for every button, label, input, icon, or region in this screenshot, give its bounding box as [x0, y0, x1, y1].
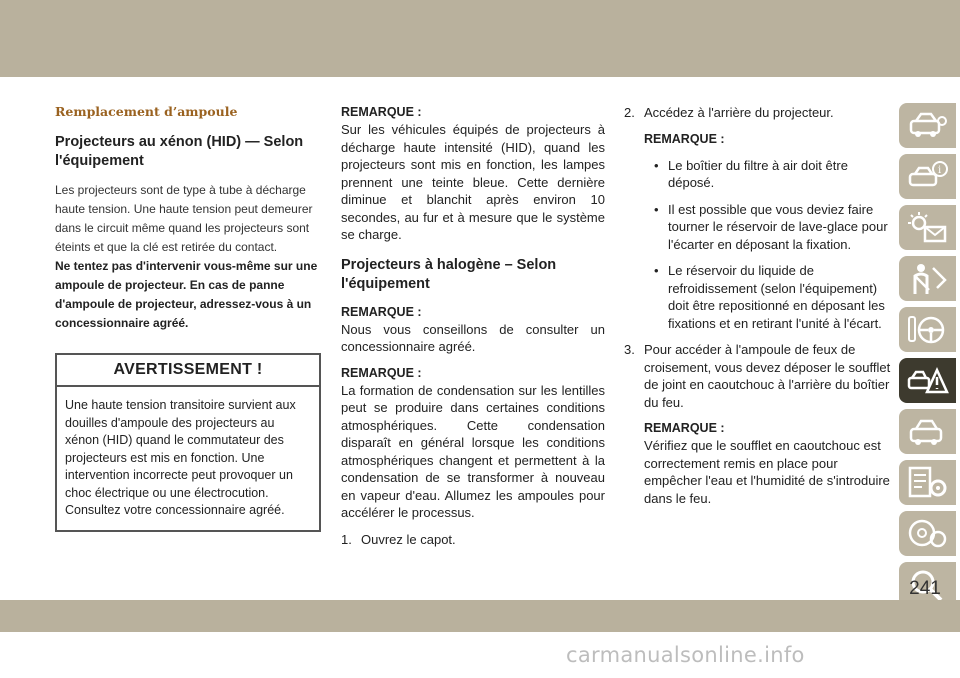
warning-box: [55, 353, 321, 532]
xenon-body: Les projecteurs sont de type à tube à décharge haute tension. Une haute tension peut demeurer dans le circuit même quand les projecteurs sont éteints et que la clé est retirée du contact.: [55, 183, 313, 254]
tab-seatbelt-safety[interactable]: [899, 256, 956, 301]
remark-text: Vérifiez que le soufflet en caoutchouc est correctement remis en place pour empêcher l'eau et l'humidité de s'introduire dans le feu.: [644, 438, 890, 506]
bullet-text: Le boîtier du filtre à air doit être déposé.: [668, 157, 848, 190]
header-band: [0, 0, 960, 77]
roadside-emergency-icon: [907, 364, 949, 398]
car-info-icon: [907, 160, 949, 194]
warning-text: Une haute tension transitoire survient aux douilles d'ampoule des projecteurs au xénon (HID) quand le commutateur des projecteurs est mis en fonction. Une intervention incorrecte peut provoquer un choc électrique ou une électrocution. Consultez votre concessionnaire agréé.: [65, 398, 296, 517]
bullet-text: Il est possible que vous deviez faire tourner le réservoir de lave-glace pour l'écarter en déposant la fixation.: [668, 201, 888, 252]
remark-label: REMARQUE :: [341, 365, 422, 380]
bullet-dot: •: [654, 201, 659, 217]
step-1: [341, 531, 605, 549]
tab-steering-wheel[interactable]: [899, 307, 956, 352]
tab-warning-lights[interactable]: [899, 205, 956, 250]
car-key-icon: [907, 109, 949, 143]
xenon-bold-warning: Ne tentez pas d'intervenir vous-même sur une ampoule de projecteur. En cas de panne d'ampoule de projecteur, adressez-vous à un concessionnaire agréé.: [55, 259, 318, 330]
step-text: Pour accéder à l'ampoule de feux de croisement, vous devez déposer le soufflet de joint en caoutchouc à l'arrière du boîtier du feu.: [644, 342, 891, 410]
step-number: 3.: [624, 342, 635, 357]
heading-xenon: Projecteurs au xénon (HID) — Selon l'équipement: [55, 134, 304, 169]
step-text: Ouvrez le capot.: [361, 531, 456, 547]
tab-specifications[interactable]: [899, 460, 956, 505]
column-right: [624, 104, 892, 507]
heading-halogen: Projecteurs à halogène – Selon l'équipement: [341, 256, 557, 292]
bullet-item: [650, 201, 892, 254]
bullet-dot: •: [654, 263, 659, 278]
seatbelt-safety-icon: [907, 262, 949, 296]
step-3: [624, 341, 892, 411]
tab-multimedia[interactable]: [899, 511, 956, 556]
remark-label: REMARQUE :: [341, 105, 422, 119]
tab-car-info[interactable]: [899, 154, 956, 199]
remark-text: La formation de condensation sur les lentilles peut se produire dans certaines conditions atmosphériques. Cette condensation disparaît en général lorsque les conditions atmosphériques changent et permettent à la condensation de se transformer à nouveau en vapeur d'eau. Allumez les ampoules pour accélérer le processus.: [341, 382, 605, 520]
column-left: [55, 96, 321, 532]
bullet-dot: •: [654, 157, 659, 173]
specifications-icon: [907, 466, 949, 500]
watermark: carmanualsonline.info: [566, 643, 805, 667]
step-number: 2.: [624, 105, 635, 120]
remark-label: REMARQUE :: [341, 304, 422, 319]
tab-car-service[interactable]: [899, 409, 956, 454]
warning-lights-icon: [907, 211, 949, 245]
step-number: 1.: [341, 531, 352, 547]
column-middle: [341, 104, 605, 548]
remark-text: Sur les véhicules équipés de projecteurs à décharge haute intensité (HID), quand les projecteurs sont mis en fonction, les lampes prennent une teinte bleue. Cette dernière diminue et blanchit après environ 10 secondes, au fur et à mesure que le système se charge.: [341, 122, 605, 242]
warning-title: AVERTISSEMENT !: [57, 355, 319, 387]
svg-text:i: i: [938, 165, 942, 176]
bullet-text: Le réservoir du liquide de refroidissement (selon l'équipement) doit être repositionné en déposant les fixations et en retirant l'unité à l'écart.: [668, 263, 885, 331]
bullet-item: [650, 262, 892, 332]
footer-band: [0, 600, 960, 632]
section-title: Remplacement d’ampoule: [55, 104, 238, 119]
bullet-item: [650, 157, 892, 192]
footer-area: [0, 632, 960, 678]
remark-label: REMARQUE :: [644, 131, 725, 146]
tab-car-key[interactable]: [899, 103, 956, 148]
multimedia-icon: [907, 517, 949, 551]
remark-label: REMARQUE :: [644, 421, 725, 435]
remark-text: Nous vous conseillons de consulter un concessionnaire agréé.: [341, 321, 605, 354]
car-service-icon: [907, 415, 949, 449]
tab-roadside-emergency[interactable]: [899, 358, 956, 403]
steering-wheel-icon: [907, 313, 949, 347]
page-number: 241: [909, 578, 941, 599]
step-text: Accédez à l'arrière du projecteur.: [644, 105, 834, 120]
step-2: [624, 104, 892, 122]
